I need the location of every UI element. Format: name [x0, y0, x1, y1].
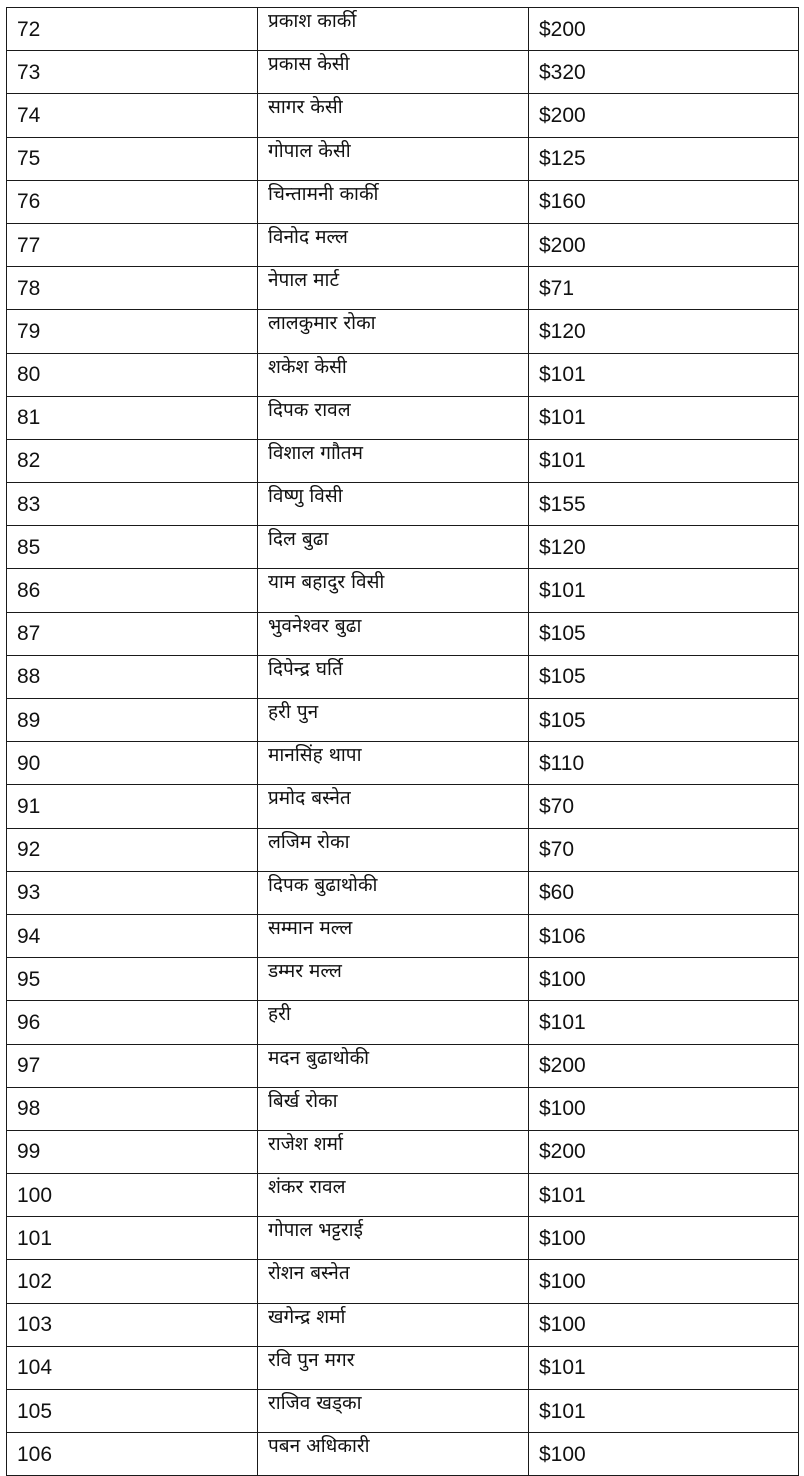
donor-name: सम्मान मल्ल [258, 914, 529, 957]
table-row [7, 785, 799, 828]
donation-amount: $200 [529, 223, 799, 266]
table-row [7, 1390, 799, 1433]
table-row [7, 51, 799, 94]
donation-amount: $60 [529, 871, 799, 914]
donor-name: गोपाल भट्टराई [258, 1217, 529, 1260]
table-row [7, 958, 799, 1001]
row-number: 106 [7, 1433, 258, 1476]
donor-name: सागर केसी [258, 94, 529, 137]
row-number: 82 [7, 439, 258, 482]
donor-name: खगेन्द्र शर्मा [258, 1303, 529, 1346]
donation-table [6, 7, 799, 1476]
donation-amount: $70 [529, 828, 799, 871]
row-number: 72 [7, 8, 258, 51]
donor-name: विनोद मल्ल [258, 223, 529, 266]
donor-name: शंकर रावल [258, 1174, 529, 1217]
table-row [7, 1001, 799, 1044]
donor-name: मानसिंह थापा [258, 742, 529, 785]
donation-amount: $105 [529, 699, 799, 742]
donor-name: याम बहादुर विसी [258, 569, 529, 612]
donor-name: प्रकाश कार्की [258, 8, 529, 51]
donation-amount: $155 [529, 483, 799, 526]
donor-name: शकेश केसी [258, 353, 529, 396]
donor-name: दिल बुढा [258, 526, 529, 569]
donation-amount: $100 [529, 1217, 799, 1260]
row-number: 105 [7, 1390, 258, 1433]
row-number: 80 [7, 353, 258, 396]
row-number: 79 [7, 310, 258, 353]
donation-amount: $100 [529, 1260, 799, 1303]
donor-name: चिन्तामनी कार्की [258, 180, 529, 223]
row-number: 88 [7, 655, 258, 698]
donation-amount: $100 [529, 958, 799, 1001]
donor-name: प्रमोद बस्नेत [258, 785, 529, 828]
row-number: 101 [7, 1217, 258, 1260]
donation-amount: $101 [529, 439, 799, 482]
row-number: 81 [7, 396, 258, 439]
donor-name: गोपाल केसी [258, 137, 529, 180]
donation-amount: $70 [529, 785, 799, 828]
donation-amount: $125 [529, 137, 799, 180]
table-row [7, 439, 799, 482]
donation-amount: $120 [529, 310, 799, 353]
row-number: 97 [7, 1044, 258, 1087]
donation-amount: $320 [529, 51, 799, 94]
donor-name: हरी [258, 1001, 529, 1044]
donation-amount: $71 [529, 267, 799, 310]
row-number: 74 [7, 94, 258, 137]
donor-name: रवि पुन मगर [258, 1346, 529, 1389]
donor-name: डम्मर मल्ल [258, 958, 529, 1001]
donor-name: मदन बुढाथोकी [258, 1044, 529, 1087]
table-row [7, 223, 799, 266]
donation-amount: $101 [529, 1001, 799, 1044]
donation-amount: $100 [529, 1087, 799, 1130]
row-number: 91 [7, 785, 258, 828]
table-row [7, 8, 799, 51]
row-number: 94 [7, 914, 258, 957]
donor-name: राजिव खड्का [258, 1390, 529, 1433]
table-row [7, 1346, 799, 1389]
row-number: 77 [7, 223, 258, 266]
row-number: 78 [7, 267, 258, 310]
donor-name: विष्णु विसी [258, 483, 529, 526]
donor-name: लजिम रोका [258, 828, 529, 871]
donor-name: भुवनेश्वर बुढा [258, 612, 529, 655]
donation-amount: $105 [529, 655, 799, 698]
table-row [7, 569, 799, 612]
donation-amount: $101 [529, 1390, 799, 1433]
donor-name: पबन अधिकारी [258, 1433, 529, 1476]
donation-amount: $101 [529, 353, 799, 396]
table-row [7, 699, 799, 742]
table-row [7, 1260, 799, 1303]
table-row [7, 1217, 799, 1260]
table-row [7, 180, 799, 223]
table-row [7, 914, 799, 957]
row-number: 92 [7, 828, 258, 871]
donor-name: लालकुमार रोका [258, 310, 529, 353]
donation-amount: $105 [529, 612, 799, 655]
donor-name: दिपक बुढाथोकी [258, 871, 529, 914]
donor-name: बिर्ख रोका [258, 1087, 529, 1130]
table-row [7, 396, 799, 439]
donation-amount: $200 [529, 1044, 799, 1087]
donation-amount: $200 [529, 94, 799, 137]
donation-amount: $101 [529, 569, 799, 612]
table-row [7, 94, 799, 137]
table-row [7, 1130, 799, 1173]
donation-amount: $101 [529, 396, 799, 439]
donor-name: दिपक रावल [258, 396, 529, 439]
donor-name: दिपेन्द्र घर्ति [258, 655, 529, 698]
donation-amount: $120 [529, 526, 799, 569]
donation-amount: $101 [529, 1174, 799, 1217]
table-row [7, 1087, 799, 1130]
table-row [7, 267, 799, 310]
row-number: 98 [7, 1087, 258, 1130]
donation-amount: $101 [529, 1346, 799, 1389]
donation-amount: $110 [529, 742, 799, 785]
table-row [7, 353, 799, 396]
row-number: 99 [7, 1130, 258, 1173]
row-number: 85 [7, 526, 258, 569]
row-number: 103 [7, 1303, 258, 1346]
table-row [7, 310, 799, 353]
donation-amount: $100 [529, 1433, 799, 1476]
row-number: 90 [7, 742, 258, 785]
table-row [7, 1044, 799, 1087]
row-number: 86 [7, 569, 258, 612]
donation-ledger [6, 7, 798, 1476]
donation-amount: $200 [529, 1130, 799, 1173]
table-row [7, 655, 799, 698]
table-row [7, 1174, 799, 1217]
donation-amount: $160 [529, 180, 799, 223]
row-number: 73 [7, 51, 258, 94]
row-number: 83 [7, 483, 258, 526]
row-number: 96 [7, 1001, 258, 1044]
row-number: 75 [7, 137, 258, 180]
table-row [7, 1303, 799, 1346]
table-row [7, 483, 799, 526]
donor-name: राजेश शर्मा [258, 1130, 529, 1173]
donation-amount: $200 [529, 8, 799, 51]
donation-table-body [7, 8, 799, 1476]
table-row [7, 871, 799, 914]
table-row [7, 1433, 799, 1476]
donation-amount: $106 [529, 914, 799, 957]
table-row [7, 526, 799, 569]
row-number: 95 [7, 958, 258, 1001]
donation-amount: $100 [529, 1303, 799, 1346]
row-number: 89 [7, 699, 258, 742]
donor-name: विशाल गाौतम [258, 439, 529, 482]
row-number: 104 [7, 1346, 258, 1389]
row-number: 93 [7, 871, 258, 914]
row-number: 76 [7, 180, 258, 223]
donor-name: प्रकास केसी [258, 51, 529, 94]
row-number: 87 [7, 612, 258, 655]
row-number: 102 [7, 1260, 258, 1303]
table-row [7, 612, 799, 655]
row-number: 100 [7, 1174, 258, 1217]
donor-name: रोशन बस्नेत [258, 1260, 529, 1303]
donor-name: नेपाल मार्ट [258, 267, 529, 310]
table-row [7, 137, 799, 180]
donor-name: हरी पुन [258, 699, 529, 742]
table-row [7, 828, 799, 871]
table-row [7, 742, 799, 785]
